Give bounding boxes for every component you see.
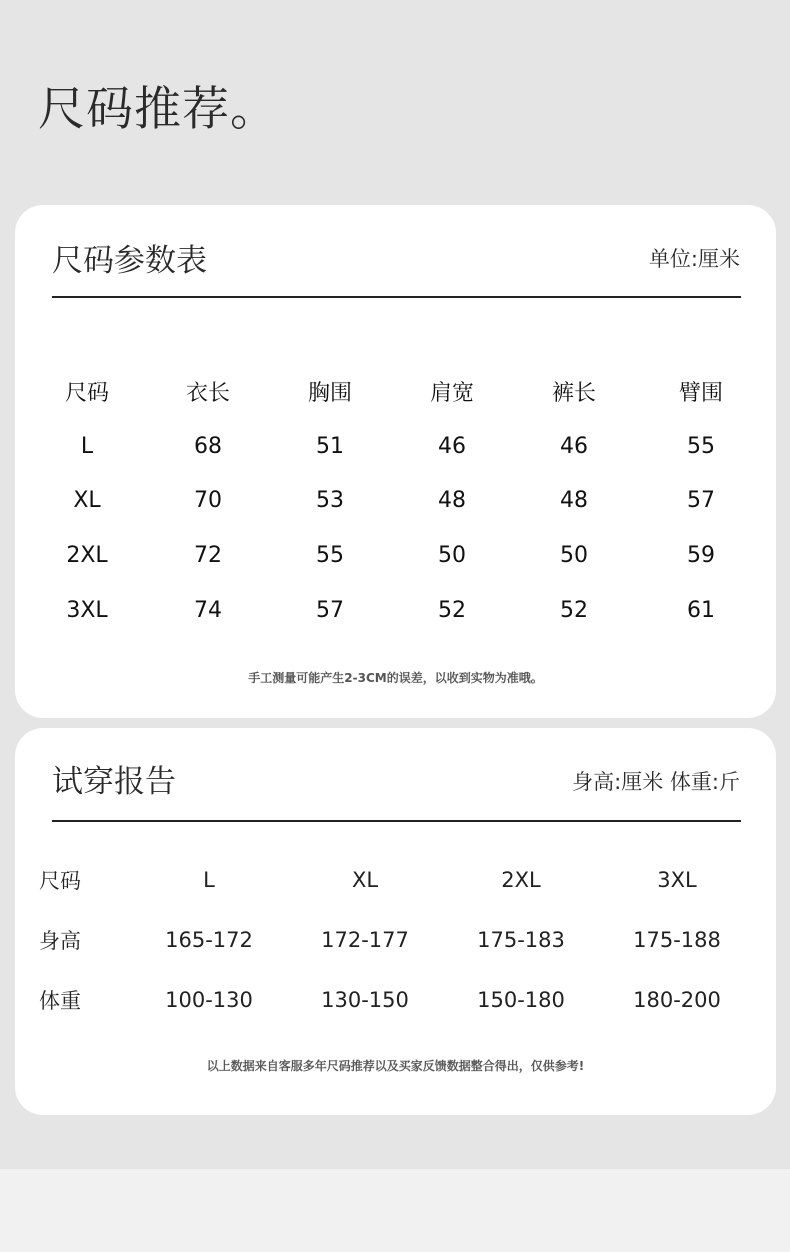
header-cell: 胸围 xyxy=(307,380,352,406)
divider xyxy=(52,820,741,822)
table-cell: 50 xyxy=(560,542,588,568)
table-row xyxy=(27,583,772,638)
measurement-note: 手工测量可能产生2-3CM的误差，以收到实物为准哦。 xyxy=(248,671,543,685)
table-header-row xyxy=(27,364,772,419)
table-cell: 52 xyxy=(560,597,588,623)
table-cell: 72 xyxy=(194,542,222,568)
table-row xyxy=(27,528,772,583)
table-cell: XL xyxy=(73,488,101,514)
table-cell: 175-188 xyxy=(633,928,721,952)
table-cell: 2XL xyxy=(66,542,108,568)
table-cell: 57 xyxy=(316,597,344,623)
size-table xyxy=(27,364,772,637)
table-cell: 165-172 xyxy=(165,928,253,952)
table-cell: L xyxy=(80,433,94,459)
table-cell: 48 xyxy=(560,488,588,514)
divider xyxy=(52,296,741,298)
table-header-row xyxy=(35,850,776,910)
reference-note: 以上数据来自客服多年尺码推荐以及买家反馈数据整合得出，仅供参考! xyxy=(206,1059,585,1073)
table-cell: 3XL xyxy=(66,597,108,623)
table-cell: 172-177 xyxy=(321,928,409,952)
table-cell: 180-200 xyxy=(633,988,721,1012)
header-cell: XL xyxy=(351,868,379,892)
table-cell: 48 xyxy=(438,488,466,514)
table-row xyxy=(27,419,772,474)
table-cell: 74 xyxy=(194,597,222,623)
fit-report-unit: 身高:厘米 体重:斤 xyxy=(572,770,740,794)
fit-report-card xyxy=(15,728,776,1115)
table-cell: 身高 xyxy=(39,929,81,953)
header-cell: 肩宽 xyxy=(429,380,474,406)
table-cell: 46 xyxy=(560,433,588,459)
table-cell: 57 xyxy=(687,488,715,514)
header-cell: 3XL xyxy=(657,868,697,892)
table-cell: 70 xyxy=(194,488,222,514)
header-cell: 尺码 xyxy=(39,869,81,893)
header-cell: L xyxy=(203,868,215,892)
table-cell: 55 xyxy=(687,433,715,459)
table-cell: 61 xyxy=(687,597,715,623)
table-cell: 50 xyxy=(438,542,466,568)
size-chart-unit: 单位:厘米 xyxy=(648,247,740,271)
table-cell: 68 xyxy=(194,433,222,459)
table-row xyxy=(35,910,776,970)
size-chart-title: 尺码参数表 xyxy=(52,243,207,279)
fit-table xyxy=(35,850,776,1030)
header-cell: 2XL xyxy=(501,868,541,892)
header-cell: 裤长 xyxy=(551,380,596,406)
size-chart-card xyxy=(15,205,776,718)
table-cell: 175-183 xyxy=(477,928,565,952)
table-cell: 150-180 xyxy=(477,988,565,1012)
table-cell: 100-130 xyxy=(165,988,253,1012)
table-cell: 52 xyxy=(438,597,466,623)
table-row xyxy=(27,473,772,528)
table-cell: 51 xyxy=(316,433,344,459)
table-row xyxy=(35,970,776,1030)
table-cell: 59 xyxy=(687,542,715,568)
page-title: 尺码推荐。 xyxy=(38,82,278,137)
header-cell: 尺码 xyxy=(64,380,109,406)
table-cell: 53 xyxy=(316,488,344,514)
header-cell: 衣长 xyxy=(185,380,230,406)
table-cell: 55 xyxy=(316,542,344,568)
table-cell: 46 xyxy=(438,433,466,459)
table-cell: 体重 xyxy=(39,989,81,1013)
header-cell: 臂围 xyxy=(678,380,723,406)
table-cell: 130-150 xyxy=(321,988,409,1012)
fit-report-title: 试穿报告 xyxy=(52,764,176,800)
